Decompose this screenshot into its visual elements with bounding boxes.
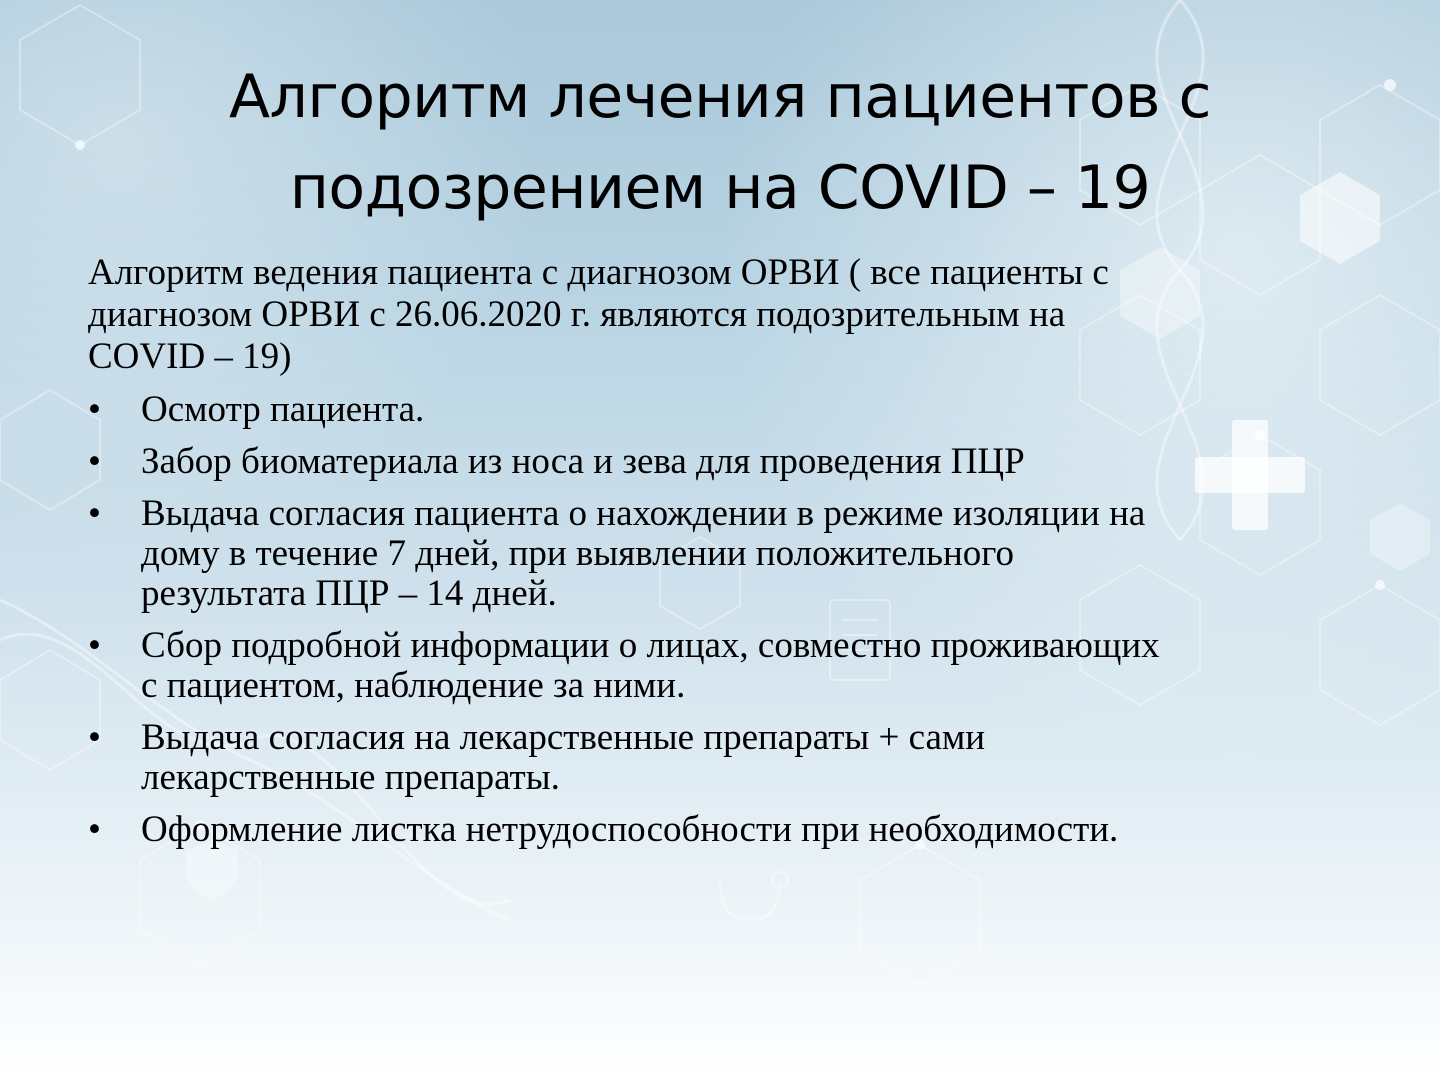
bullet-text: Осмотр пациента. [141, 389, 425, 430]
bullet-text: Забор биоматериала из носа и зева для проведения ПЦР [141, 441, 1025, 482]
slide-title-line: Алгоритм лечения пациентов с [228, 62, 1212, 132]
bullet-item [88, 390, 1388, 430]
bullet-list [88, 390, 1388, 850]
intro-paragraph [88, 252, 1388, 378]
bullet-text: Оформление листка нетрудоспособности при необходимости. [141, 809, 1119, 850]
bullet-marker: • [88, 389, 101, 430]
bullet-text: лекарственные препараты. [141, 757, 560, 798]
bullet-item [88, 626, 1388, 706]
bullet-marker: • [88, 809, 101, 850]
intro-line: COVID – 19) [88, 336, 292, 377]
bullet-marker: • [88, 625, 101, 666]
bullet-item [88, 810, 1388, 850]
bullet-item [88, 442, 1388, 482]
bullet-text: Сбор подробной информации о лицах, совместно проживающих [141, 625, 1160, 666]
bullet-text: результата ПЦР – 14 дней. [141, 573, 557, 614]
intro-line: Алгоритм ведения пациента с диагнозом ОРВИ ( все пациенты с [88, 252, 1109, 293]
intro-line: диагнозом ОРВИ с 26.06.2020 г. являются подозрительным на [88, 294, 1066, 335]
bullet-text: с пациентом, наблюдение за ними. [141, 665, 686, 706]
bullet-text: Выдача согласия на лекарственные препараты + сами [141, 717, 986, 758]
slide-title-line: подозрением на COVID – 19 [289, 153, 1151, 223]
bullet-text: дому в течение 7 дней, при выявлении положительного [141, 533, 1015, 574]
bullet-marker: • [88, 441, 101, 482]
bullet-marker: • [88, 493, 101, 534]
slide-title [80, 52, 1360, 234]
slide-body [88, 252, 1388, 850]
bullet-marker: • [88, 717, 101, 758]
bullet-text: Выдача согласия пациента о нахождении в режиме изоляции на [141, 493, 1146, 534]
bullet-item [88, 718, 1388, 798]
bullet-item [88, 494, 1388, 614]
